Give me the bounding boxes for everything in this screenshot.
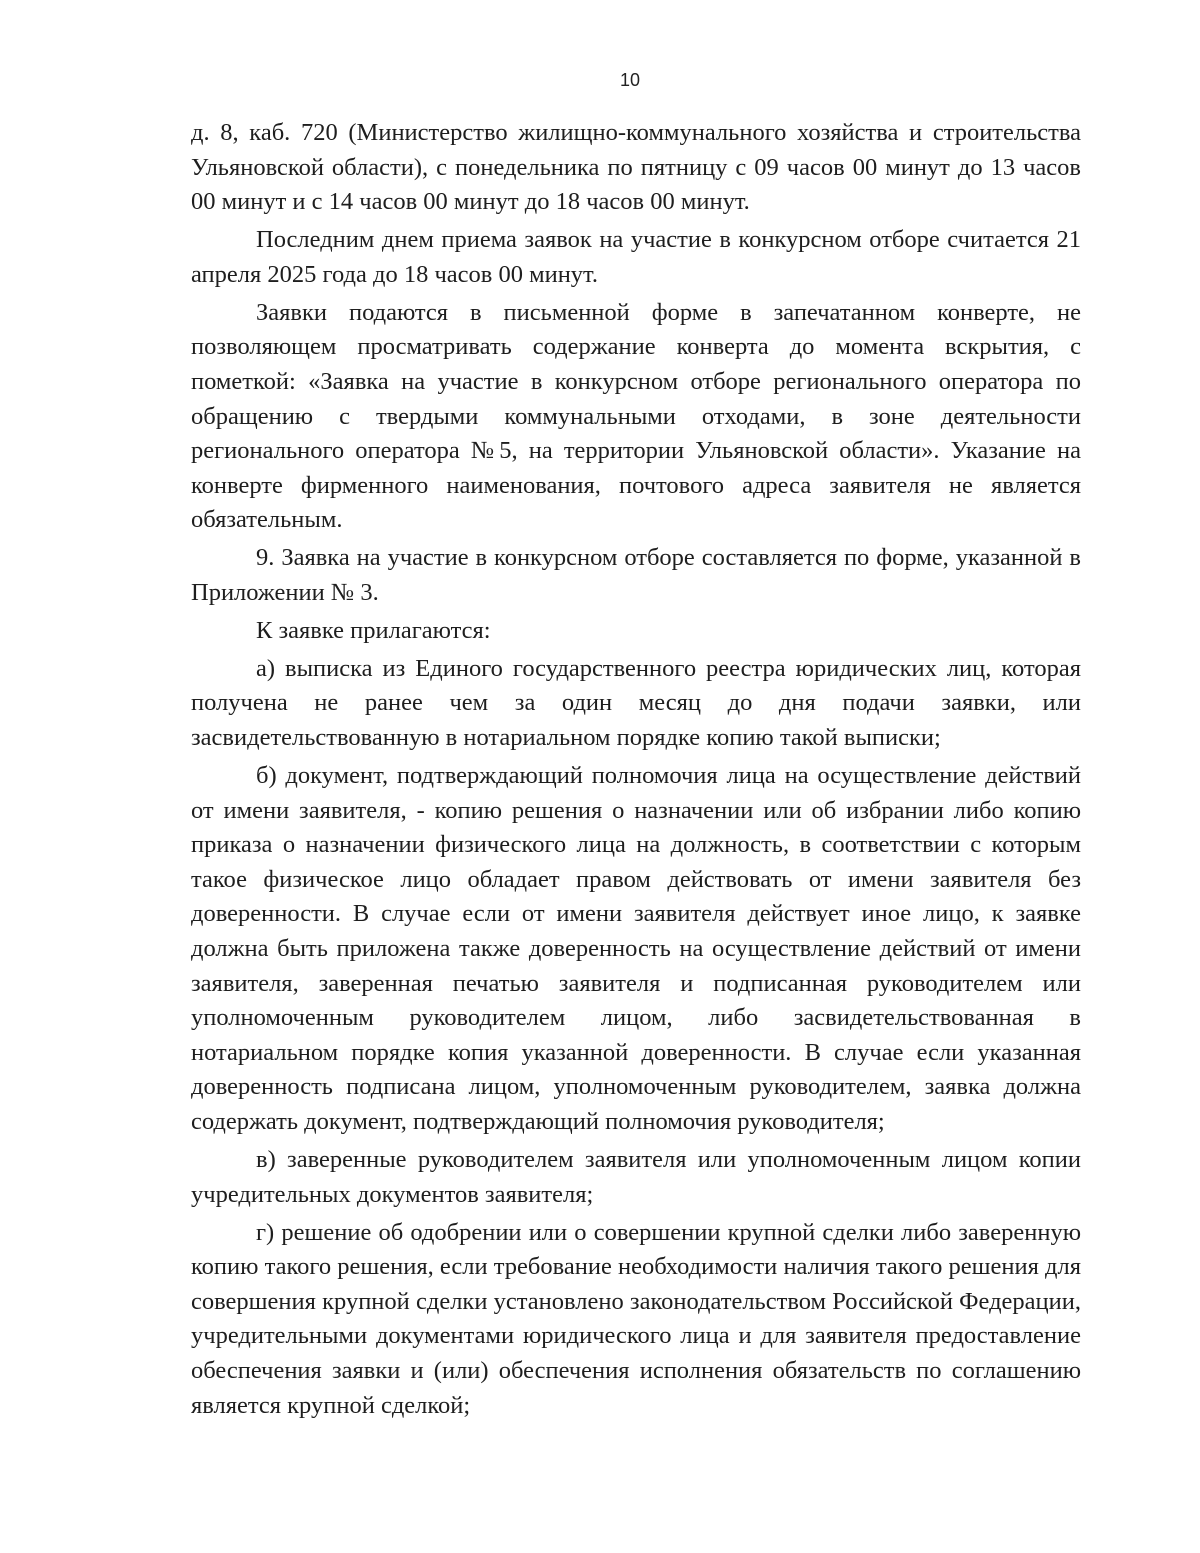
paragraph-attachments-intro: К заявке прилагаются: [256, 616, 491, 644]
document-body [191, 116, 1081, 1426]
paragraph-item-b: б) документ, подтверждающий полномочия лица на осуществление действий от имени заявителя, - копию решения о назначении или об избрании либо копию приказа о назначении физического лица на должность, в соответствии с которым такое физическое лицо обладает правом действовать от имени заявителя без доверенности. В случае если от имени заявителя действует иное лицо, к заявке должна быть приложена также доверенность на осуществление действий от имени заявителя, заверенная печатью заявителя и подписанная руководителем или уполномоченным руководителем лицом, либо засвидетельствованная в нотариальном порядке копия указанной доверенности. В случае если указанная доверенность подписана лицом, уполномоченным руководителем, заявка должна содержать документ, подтверждающий полномочия руководителя; [191, 762, 1081, 1135]
paragraph-envelope: Заявки подаются в письменной форме в запечатанном конверте, не позволяющем просматривать содержание конверта до момента вскрытия, с пометкой: «Заявка на участие в конкурсном отборе регионального оператора по обращению с твердыми коммунальными отходами, в зоне деятельности регионального оператора №5, на территории Ульяновской области». Указание на конверте фирменного наименования, почтового адреса заявителя не является обязательным. [191, 298, 1081, 534]
paragraph-item-v: в) заверенные руководителем заявителя или уполномоченным лицом копии учредительных документов заявителя; [191, 1145, 1081, 1208]
paragraph-item-9: 9. Заявка на участие в конкурсном отборе составляется по форме, указанной в Приложении № 3. [191, 544, 1081, 606]
paragraph-address-continuation: д. 8, каб. 720 (Министерство жилищно-коммунального хозяйства и строительства Ульяновской области), с понедельника по пятницу с 09 часов 00 минут до 13 часов 00 минут и с 14 часов 00 минут до 18 часов 00 минут. [191, 119, 1081, 216]
paragraph-item-a: а) выписка из Единого государственного реестра юридических лиц, которая получена не ранее чем за один месяц до дня подачи заявки, или засвидетельствованную в нотариальном порядке копию такой выписки; [191, 654, 1081, 752]
page-number: 10 [619, 70, 641, 90]
paragraph-item-g: г) решение об одобрении или о совершении крупной сделки либо заверенную копию такого решения, если требование необходимости наличия такого решения для совершения крупной сделки установлено законодательством Российской Федерации, учредительными документами юридического лица и для заявителя предоставление обеспечения заявки и (или) обеспечения исполнения обязательств по соглашению является крупной сделкой; [191, 1218, 1081, 1419]
paragraph-deadline: Последним днем приема заявок на участие в конкурсном отборе считается 21 апреля 2025 года до 18 часов 00 минут. [191, 226, 1081, 288]
